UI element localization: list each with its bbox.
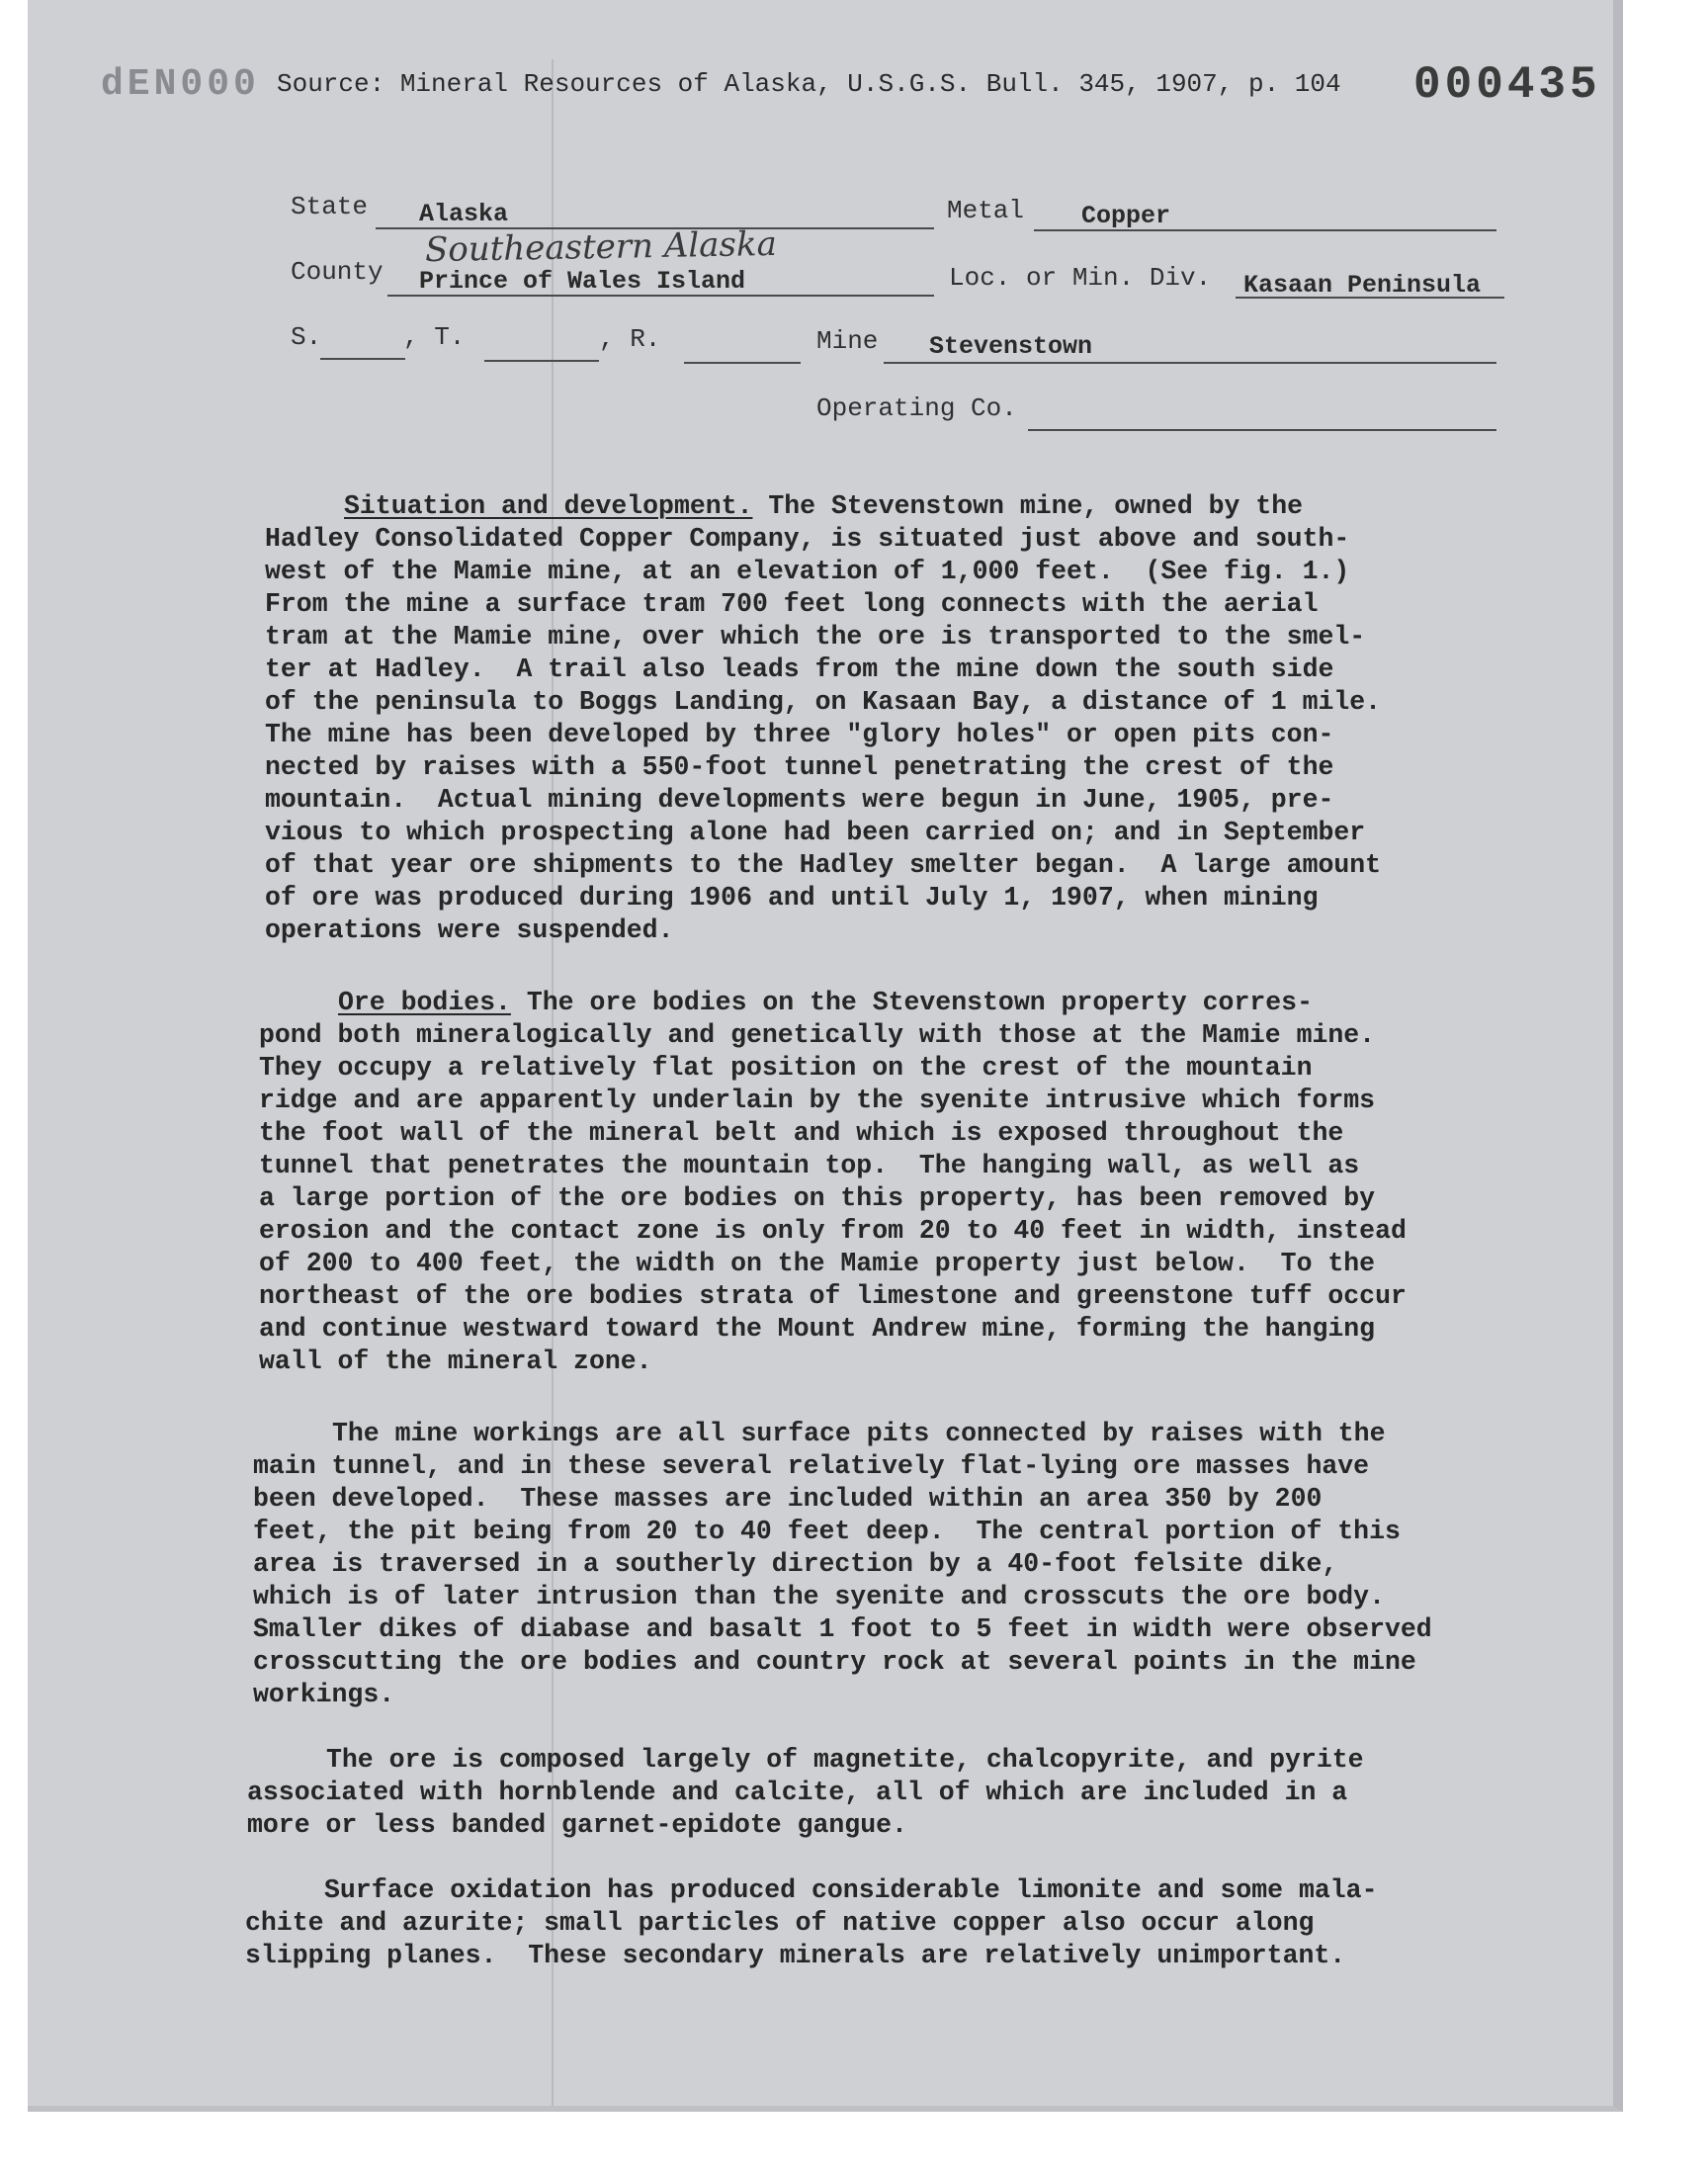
mine-label: Mine — [816, 326, 879, 356]
stamp-left: dEN000 — [101, 63, 260, 106]
state-label: State — [291, 192, 369, 221]
paragraph-first-line: Situation and development. The Stevenstown mine, owned by the — [344, 491, 1304, 521]
heading-ore-bodies: Ore bodies. — [338, 988, 511, 1017]
paragraph-ore-composition: The ore is composed largely of magnetite, chalcopyrite, and pyrite associated with hornblende and calcite, all of which are included in a more or less banded garnet-epidote gangue. — [247, 1744, 1483, 1842]
locdiv-value: Kasaan Peninsula — [1243, 271, 1482, 300]
handwritten-note: Southeastern Alaska — [424, 223, 778, 271]
paragraph-mine-workings: The mine workings are all surface pits connected by raises with the main tunnel, and in these several relatively flat-lying ore masses have been developed. These masses are included within an area 350 by 200 feet, the pit being from 20 to 40 feet deep. The central portion of this area is traversed in a southerly direction by a 40-foot felsite dike, which is of later intrusion than the syenite and crosscuts the ore body. Smaller dikes of diabase and basalt 1 foot to 5 feet in width were observed crosscutting the ore bodies and country rock at several points in the mine workings. — [253, 1418, 1489, 1711]
county-value: Prince of Wales Island — [419, 267, 746, 296]
mine-value: Stevenstown — [929, 332, 1093, 361]
paragraph-first-line: Surface oxidation has produced considerable limonite and some mala- — [324, 1875, 1378, 1905]
paragraph-first-line: The ore is composed largely of magnetite, chalcopyrite, and pyrite — [326, 1745, 1364, 1775]
operating-co-line — [1028, 401, 1496, 431]
metal-label: Metal — [947, 196, 1025, 225]
section-line — [320, 330, 405, 360]
township-label: , T. — [403, 322, 466, 352]
paragraph-ore-bodies: Ore bodies. The ore bodies on the Stevenstown property corres- pond both mineralogically and genetically with those at the Mamie mine. They occupy a relatively flat position on the crest of the mountain ridge and are apparently underlain by the syenite intrusive which forms the foot wall of the mineral belt and which is exposed throughout the tunnel that penetrates the mountain top. The hanging wall, as well as a large portion of the ore bodies on this property, has been removed by erosion and the contact zone is only from 20 to 40 feet in width, instead of 200 to 400 feet, the width on the Mamie property just below. To the northeast of the ore bodies strata of limestone and greenstone tuff occur and continue westward toward the Mount Andrew mine, forming the hanging wall of the mineral zone. — [259, 987, 1494, 1378]
paragraph-first-line: The mine workings are all surface pits connected by raises with the — [332, 1419, 1386, 1448]
paragraph-surface-oxidation: Surface oxidation has produced considerable limonite and some mala- chite and azurite; small particles of native copper also occur along slipping planes. These secondary minerals are relatively unimportant. — [245, 1874, 1481, 1972]
operating-co-label: Operating Co. — [816, 393, 1017, 423]
heading-situation: Situation and development. — [344, 491, 753, 521]
metal-value: Copper — [1081, 202, 1171, 230]
paragraph-situation: Situation and development. The Stevenstown mine, owned by the Hadley Consolidated Copper Company, is situated just above and south- west of the Mamie mine, at an elevation of 1,000 feet. (See fig. 1.) From the mine a surface tram 700 feet long connects with the aerial tram at the Mamie mine, over which the ore is transported to the smel- ter at Hadley. A trail also leads from the mine down the south side of the peninsula to Boggs Landing, on Kasaan Bay, a distance of 1 mile. The mine has been developed by three "glory holes" or open pits con- nected by raises with a 550-foot tunnel penetrating the crest of the mountain. Actual mining developments were begun in June, 1905, pre- vious to which prospecting alone had been carried on; and in September of that year ore shipments to the Hadley smelter began. A large amount of ore was produced during 1906 and until July 1, 1907, when mining operations were suspended. — [265, 490, 1500, 947]
locdiv-label: Loc. or Min. Div. — [949, 263, 1212, 293]
county-label: County — [291, 257, 384, 287]
township-line — [484, 332, 599, 362]
stamp-right: 000435 — [1413, 59, 1601, 111]
section-label: S. — [291, 322, 322, 352]
paragraph-first-line: Ore bodies. The ore bodies on the Stevenstown property corres- — [338, 988, 1313, 1017]
range-line — [684, 334, 801, 364]
state-value: Alaska — [419, 200, 509, 228]
source-line: Source: Mineral Resources of Alaska, U.S.G.S. Bull. 345, 1907, p. 104 — [277, 69, 1341, 99]
range-label: , R. — [599, 324, 661, 354]
